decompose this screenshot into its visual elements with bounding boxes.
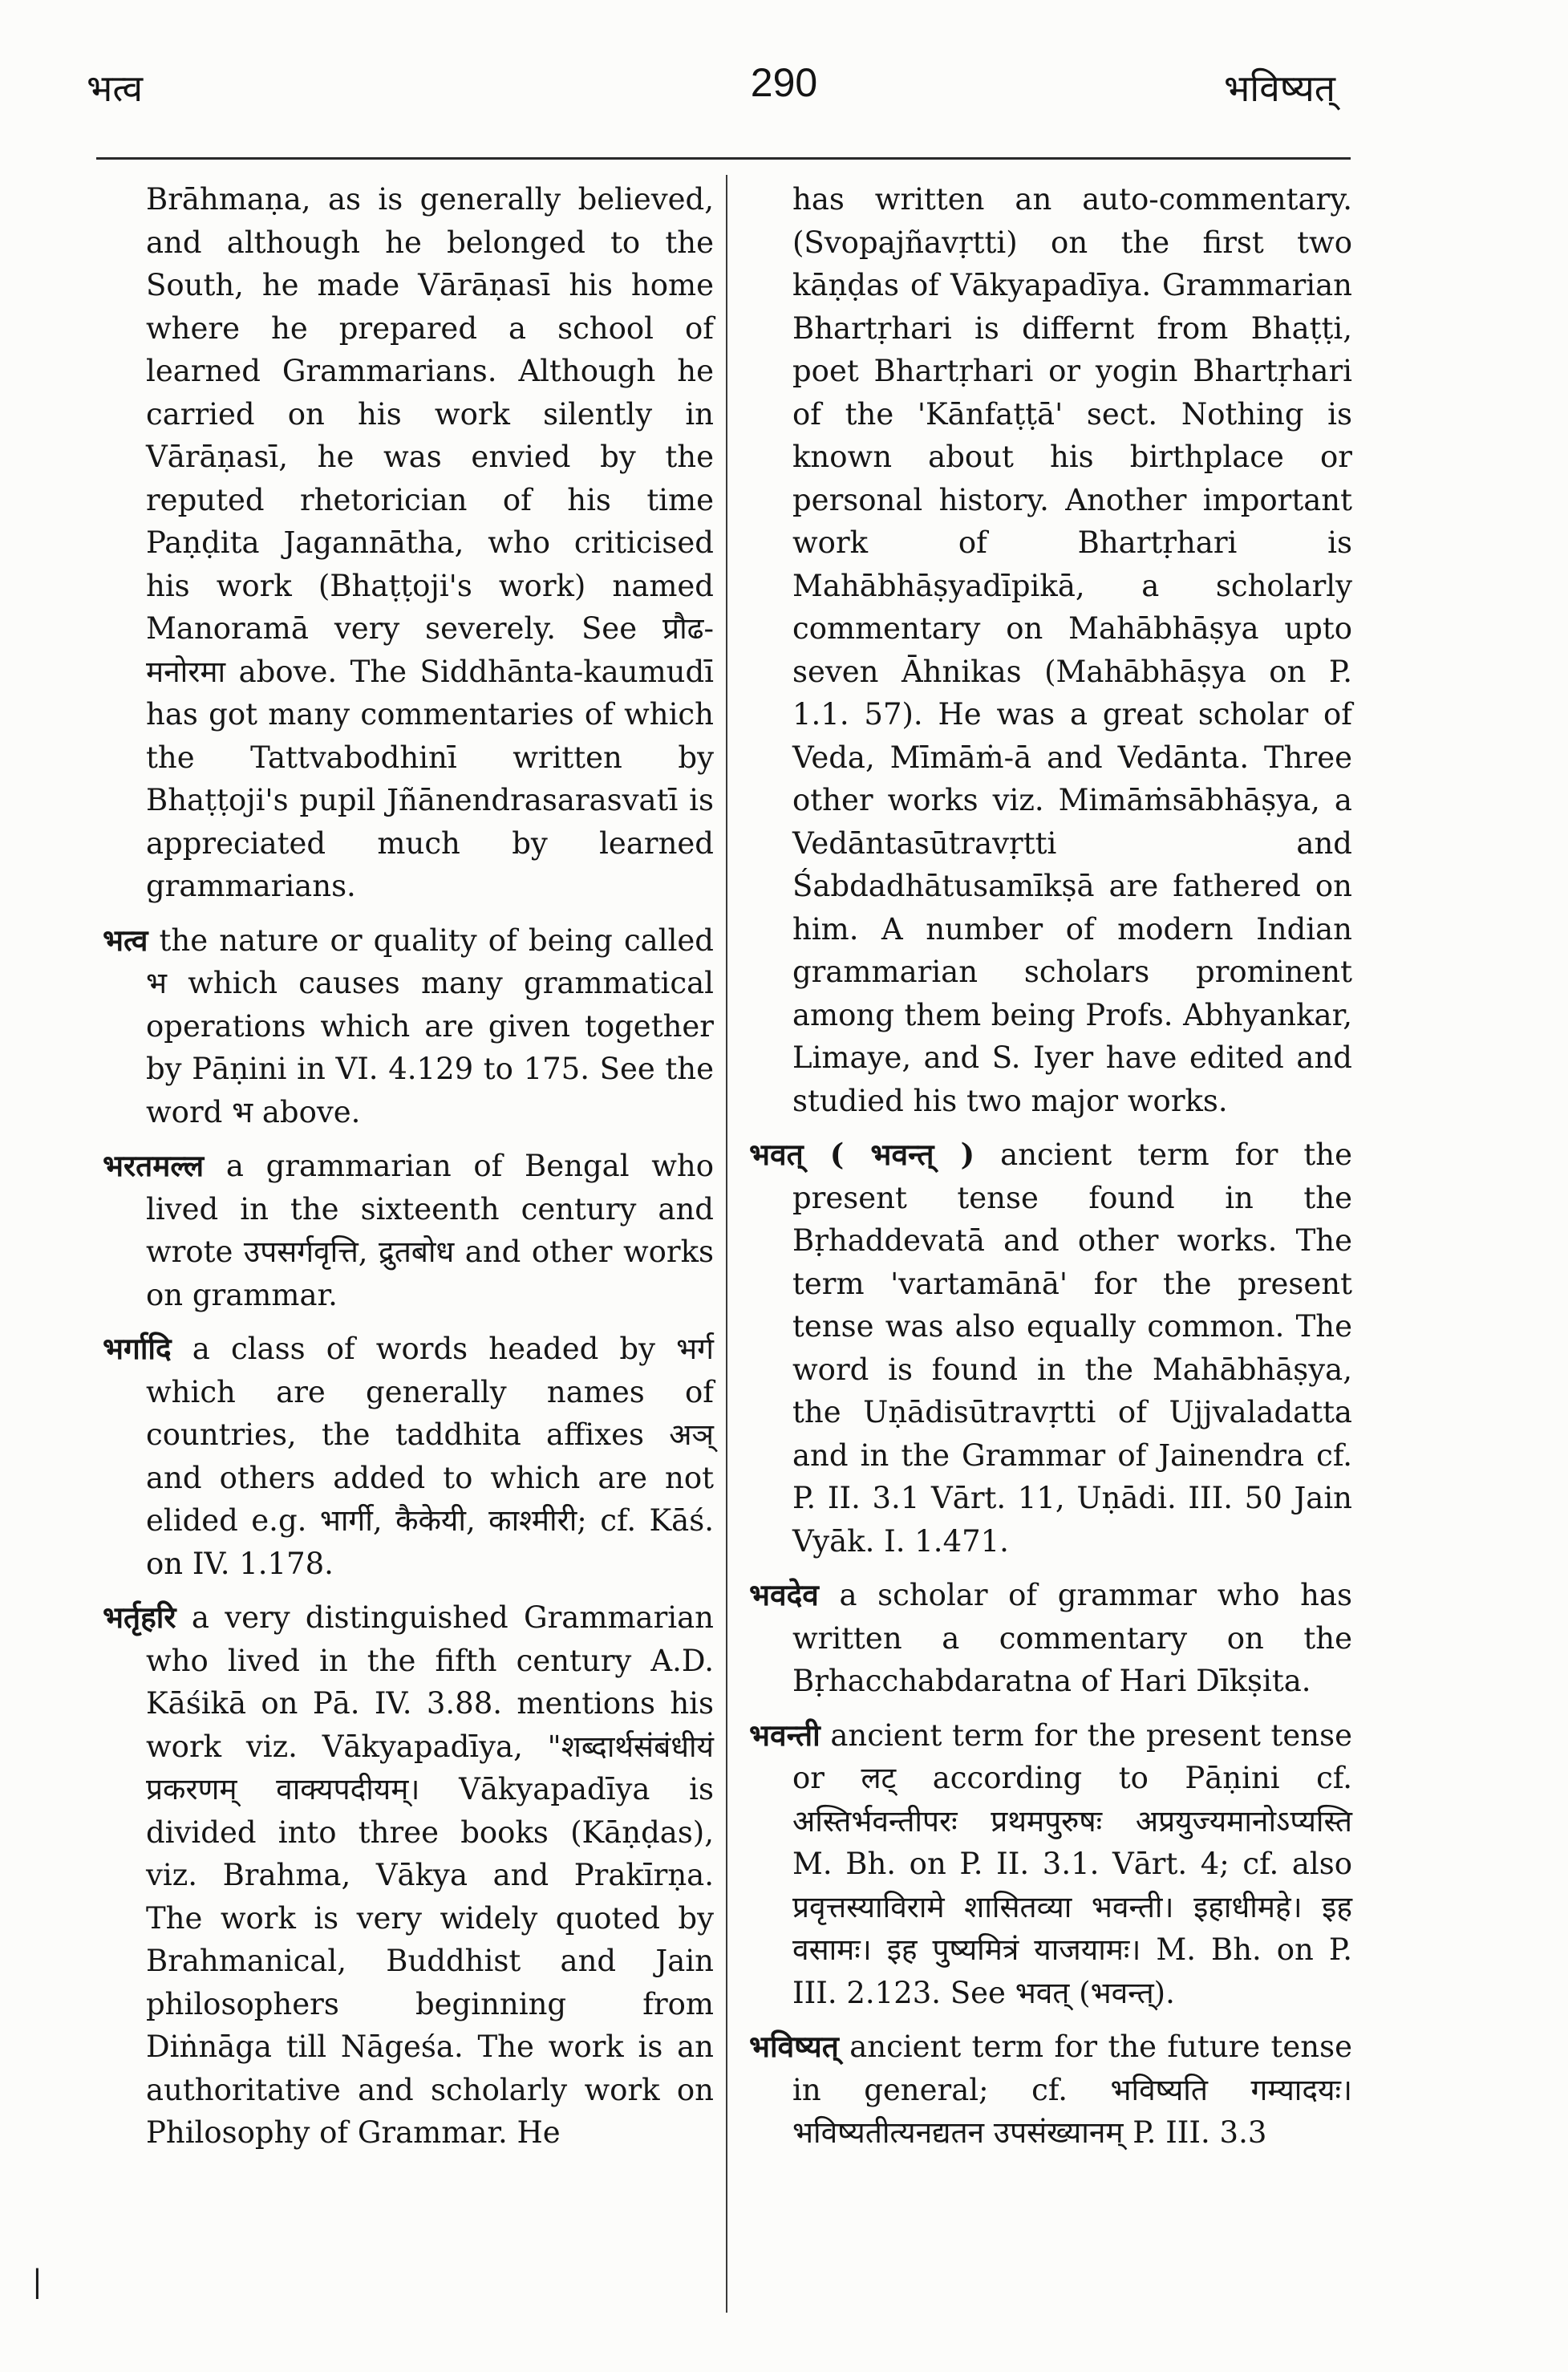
- dictionary-entry: [749, 1133, 1352, 1563]
- entry-text: the nature or quality of being called भ which causes many grammatical operations which are given together by Pāṇini in VI. 4.129 to 175. See the word भ above.: [146, 922, 714, 1129]
- entry-headword: भत्व: [103, 922, 148, 958]
- column-divider: [726, 175, 727, 2313]
- entry-text: a grammarian of Bengal who lived in the sixteenth century and wrote उपसर्गवृत्ति, द्रुतबोध and other works on grammar.: [146, 1149, 714, 1312]
- dictionary-entry: [103, 919, 714, 1134]
- entry-headword: भरतमल्ल: [103, 1148, 205, 1183]
- dictionary-entry: [749, 1714, 1352, 2015]
- margin-mark: |: [32, 2264, 43, 2299]
- entry-text: a scholar of grammar who has written a commentary on the Bṛhacchabdaratna of Hari Dīkṣita.: [792, 1578, 1353, 1698]
- entry-text: a very distinguished Grammarian who lived in the fifth century A.D. Kāśikā on Pā. IV. 3.88. mentions his work viz. Vākyapadīya, "शब्दार्थसंबंधीयं प्रकरणम् वाक्यपदीयम्। Vākyapadīya is divided into three books (Kāṇḍas), viz. Brahma, Vākya and Prakīrṇa. The work is very widely quoted by Brahmanical, Buddhist and Jain philosophers beginning from Diṅnāga till Nāgeśa. The work is an authoritative and scholarly work on Philosophy of Grammar. He: [146, 1600, 714, 2150]
- entry-text: a class of words headed by भर्ग which are generally names of countries, the taddhita affixes अञ् and others added to which are not elided e.g. भार्गी, कैकेयी, काश्मीरी; cf. Kāś. on IV. 1.178.: [146, 1332, 714, 1581]
- dictionary-entry: [749, 1574, 1352, 1703]
- left-column: [103, 178, 714, 2166]
- right-column: [749, 178, 1352, 2166]
- entry-text: ancient term for the present tense found in the Bṛhaddevatā and other works. The term 'vartamānā' for the present tense was also equally common. The word is found in the Mahābhāṣya, the Uṇādisūtravṛtti of Ujjvaladatta and in the Grammar of Jainendra cf. P. II. 3.1 Vārt. 11, Uṇādi. III. 50 Jain Vyāk. I. 1.471.: [792, 1137, 1352, 1559]
- entry-headword: भविष्यत्: [749, 2029, 839, 2064]
- header-rule: [96, 157, 1351, 160]
- header-left-word: भत्व: [87, 67, 144, 110]
- entry-headword: भवन्ती: [749, 1717, 820, 1753]
- entry-headword: भर्तृहरि: [103, 1600, 176, 1635]
- entry-continuation: Brāhmaṇa, as is generally believed, and although he belonged to the South, he made Vārāṇasī his home where he prepared a school of learned Grammarians. Although he carried on his work silently in Vārāṇasī, he was envied by the reputed rhetorician of his time Paṇḍita Jagannātha, who criticised his work (Bhaṭṭoji's work) named Manoramā very severely. See प्रौढ-मनोरमा above. The Siddhānta-kaumudī has got many commentaries of which the Tattvabodhinī written by Bhaṭṭoji's pupil Jñānendrasarasvatī is appreciated much by learned grammarians.: [146, 182, 714, 903]
- entry-continuation: has written an auto-commentary. (Svopajñavṛtti) on the first two kāṇḍas of Vākyapadīya. Grammarian Bhartṛhari is differnt from Bhaṭṭi, poet Bhartṛhari or yogin Bhartṛhari of the 'Kānfaṭṭā' sect. Nothing is known about his birthplace or personal history. Another important work of Bhartṛhari is Mahābhāṣyadīpikā, a scholarly commentary on Mahābhāṣya upto seven Āhnikas (Mahābhāṣya on P. 1.1. 57). He was a great scholar of Veda, Mīmāṁ-ā and Vedānta. Three other works viz. Mimāṁsābhāṣya, a Vedāntasūtravṛtti and Śabdadhātusamīkṣā are fathered on him. A number of modern Indian grammarian scholars prominent among them being Profs. Abhyankar, Limaye, and S. Iyer have edited and studied his two major works.: [792, 182, 1352, 1118]
- entry-headword: भर्गादि: [103, 1331, 172, 1366]
- dictionary-entry: [103, 1145, 714, 1316]
- dictionary-entry: [749, 2025, 1352, 2155]
- header-right-word: भविष्यत्: [1223, 67, 1335, 110]
- page-number: 290: [750, 60, 818, 105]
- entry-headword: भवत् ( भवन्त् ): [749, 1137, 975, 1172]
- entry-text: ancient term for the future tense in general; cf. भविष्यति गम्यादयः। भविष्यतीत्यनद्यतन उपसंख्यानम् P. III. 3.3: [792, 2029, 1352, 2150]
- dictionary-entry: [103, 1596, 714, 2155]
- dictionary-entry: [103, 1328, 714, 1585]
- entry-text: ancient term for the present tense or लट् according to Pāṇini cf. अस्तिर्भवन्तीपरः प्रथमपुरुषः अप्रयुज्यमानोऽप्यस्ति M. Bh. on P. II. 3.1. Vārt. 4; cf. also प्रवृत्तस्याविरामे शासितव्या भवन्ती। इहाधीमहे। इह वसामः। इह पुष्यमित्रं याजयामः। M. Bh. on P. III. 2.123. See भवत् (भवन्त्).: [792, 1717, 1352, 2010]
- entry-headword: भवदेव: [749, 1577, 819, 1612]
